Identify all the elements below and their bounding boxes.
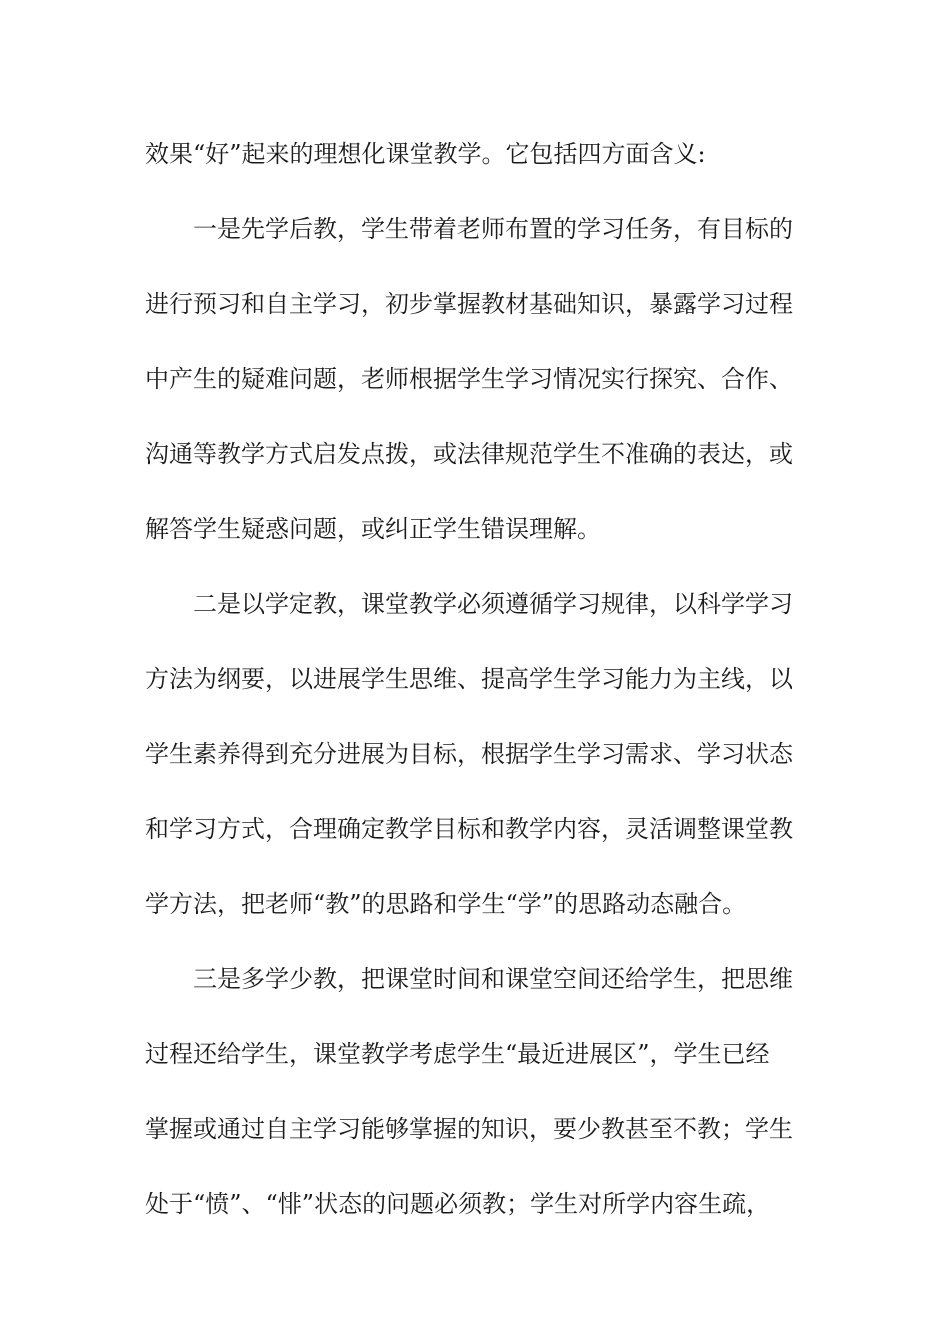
text-line: 中产生的疑难问题，老师根据学生学习情况实行探究、合作、 bbox=[145, 365, 793, 393]
paragraph-first-line: 三是多学少教，把课堂时间和课堂空间还给学生，把思维 bbox=[193, 965, 793, 993]
text-line: 效果“好”起来的理想化课堂教学。它包括四方面含义: bbox=[145, 140, 706, 168]
text-line: 学生素养得到充分进展为目标，根据学生学习需求、学习状态 bbox=[145, 740, 793, 768]
paragraph-first-line: 二是以学定教，课堂教学必须遵循学习规律，以科学学习 bbox=[193, 590, 793, 618]
text-line: 学方法，把老师“教”的思路和学生“学”的思路动态融合。 bbox=[145, 890, 747, 918]
text-line: 处于“愤”、“悱”状态的问题必须教；学生对所学内容生疏， bbox=[145, 1190, 771, 1218]
body-text bbox=[145, 131, 835, 1256]
text-line: 进行预习和自主学习，初步掌握教材基础知识，暴露学习过程 bbox=[145, 290, 793, 318]
paragraph-first-line: 一是先学后教，学生带着老师布置的学习任务，有目标的 bbox=[193, 215, 793, 243]
text-line: 方法为纲要，以进展学生思维、提高学生学习能力为主线，以 bbox=[145, 665, 793, 693]
text-line: 掌握或通过自主学习能够掌握的知识，要少教甚至不教；学生 bbox=[145, 1115, 793, 1143]
text-line: 沟通等教学方式启发点拨，或法律规范学生不准确的表达，或 bbox=[145, 440, 793, 468]
text-line: 解答学生疑惑问题，或纠正学生错误理解。 bbox=[145, 515, 601, 543]
text-line: 和学习方式，合理确定教学目标和教学内容，灵活调整课堂教 bbox=[145, 815, 793, 843]
text-line: 过程还给学生，课堂教学考虑学生“最近进展区”，学生已经 bbox=[145, 1040, 770, 1068]
